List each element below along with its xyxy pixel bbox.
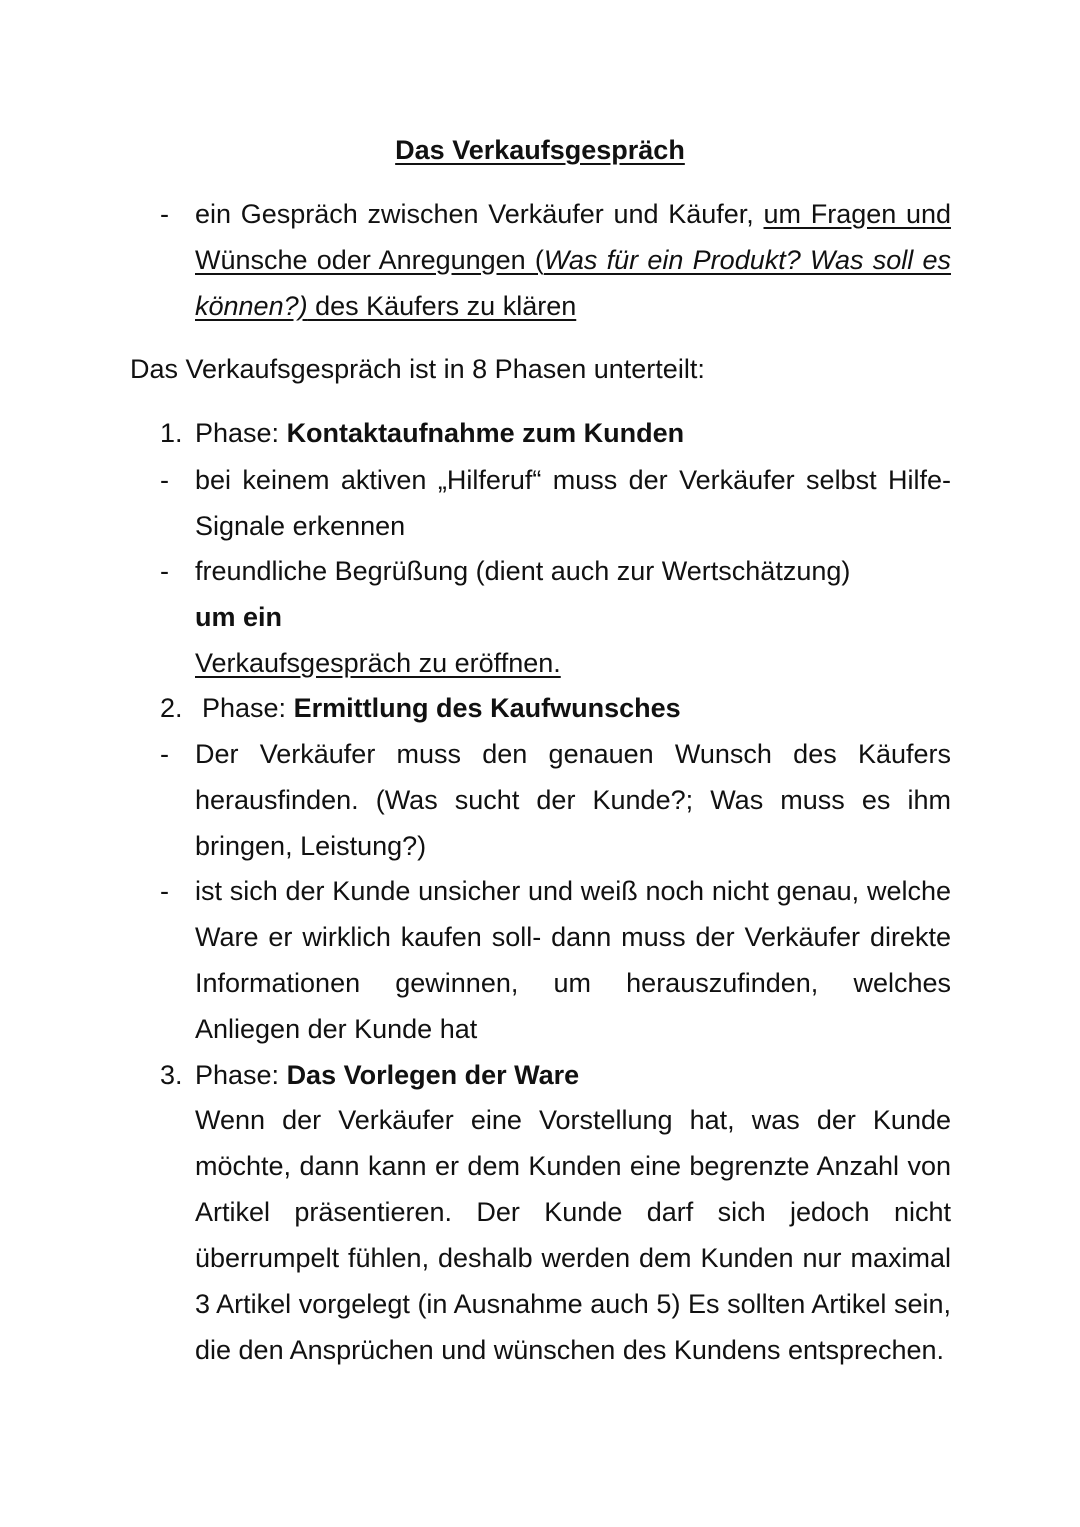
intro-bullet-dash: - bbox=[160, 199, 169, 229]
phase2-bullet2: ist sich der Kunde unsicher und weiß noch nicht genau, welche Ware er wirklich kaufen soll- dann muss der Verkäufer direkte Informationen gewinnen, um herauszufinden, welches Anliegen der Kunde hat bbox=[195, 876, 951, 1044]
phases-intro: Das Verkaufsgespräch ist in 8 Phasen unterteilt: bbox=[130, 354, 705, 384]
phase1-bullet1-dash: - bbox=[160, 465, 169, 495]
phase1-heading: Phase: Kontaktaufnahme zum Kunden bbox=[195, 418, 685, 448]
phase2-number: 2. bbox=[160, 693, 183, 723]
phase2-bullet1: Der Verkäufer muss den genauen Wunsch des Käufers herausfinden. (Was sucht der Kunde?; Was muss es ihm bringen, Leistung?) bbox=[195, 739, 951, 861]
phase1-number: 1. bbox=[160, 418, 183, 448]
phase1-bullet1: bei keinem aktiven „Hilferuf“ muss der Verkäufer selbst Hilfe- Signale erkennen bbox=[195, 465, 951, 541]
phase1-bullet2-dash: - bbox=[160, 556, 169, 586]
document-title: Das Verkaufsgespräch bbox=[395, 135, 685, 165]
intro-bullet-text: ein Gespräch zwischen Verkäufer und Käufer, um Fragen und Wünsche oder Anregungen (Was für ein Produkt? Was soll es können?) des Käufers zu klären bbox=[195, 199, 951, 321]
phase1-bullet2: freundliche Begrüßung (dient auch zur Wertschätzung) um ein Verkaufsgespräch zu eröffnen. bbox=[195, 556, 851, 678]
phase2-bullet1-dash: - bbox=[160, 739, 169, 769]
phase3-number: 3. bbox=[160, 1060, 183, 1090]
phase2-bullet2-dash: - bbox=[160, 876, 169, 906]
phase2-heading: Phase: Ermittlung des Kaufwunsches bbox=[202, 693, 681, 723]
phase3-heading: Phase: Das Vorlegen der Ware bbox=[195, 1060, 580, 1090]
phase3-text: Wenn der Verkäufer eine Vorstellung hat, was der Kunde möchte, dann kann er dem Kunden eine begrenzte Anzahl von Artikel präsentieren. Der Kunde darf sich jedoch nicht überrumpelt fühlen, deshalb werden dem Kunden nur maximal 3 Artikel vorgelegt (in Ausnahme auch 5) Es sollten Artikel sein, die den Ansprüchen und wünschen des Kundens entsprechen. bbox=[195, 1105, 951, 1365]
